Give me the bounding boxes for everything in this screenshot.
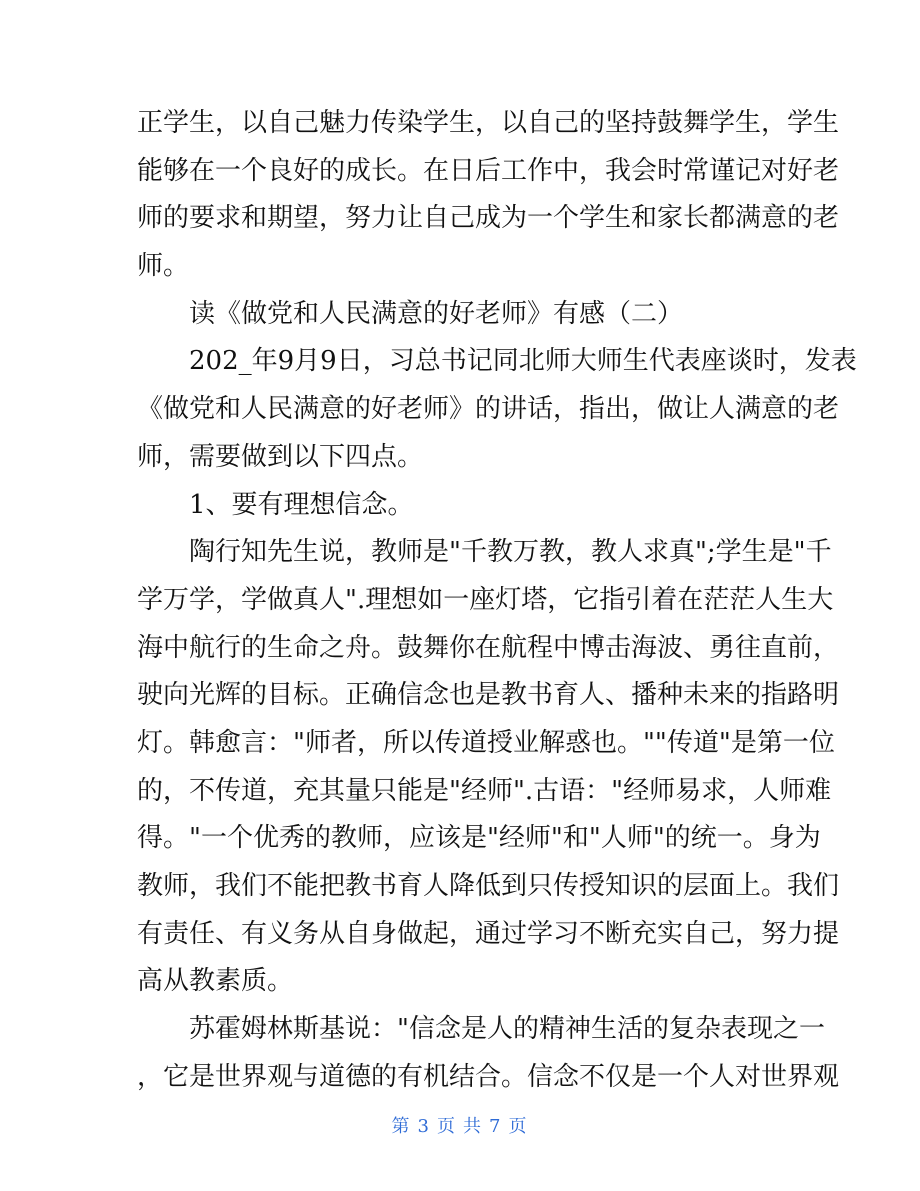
footer-suffix: 页 bbox=[508, 1116, 529, 1137]
footer-total-prefix: 共 bbox=[463, 1116, 483, 1137]
text-line: 驶向光辉的目标。正确信念也是教书育人、播种未来的指路明 bbox=[137, 680, 840, 711]
text-line: 正学生，以自己魅力传染学生，以自己的坚持鼓舞学生，学生 bbox=[137, 108, 840, 138]
text-line: 苏霍姆林斯基说："信念是人的精神生活的复杂表现之一 bbox=[189, 1014, 825, 1045]
text-line: 海中航行的生命之舟。鼓舞你在航程中博击海波、勇往直前， bbox=[137, 632, 840, 663]
text-line: 师。 bbox=[137, 251, 190, 282]
text-line: 的，不传道，充其量只能是"经师".古语："经师易求，人师难 bbox=[137, 775, 832, 806]
body-text bbox=[137, 100, 857, 1101]
text-line: ，它是世界观与道德的有机结合。信念不仅是一个人对世界观 bbox=[137, 1061, 840, 1092]
page-footer bbox=[0, 1112, 920, 1138]
text-line: 教师，我们不能把教书育人降低到只传授知识的层面上。我们 bbox=[137, 871, 840, 901]
text-line: 读《做党和人民满意的好老师》有感（二） bbox=[189, 298, 684, 329]
text-line: 学万学，学做真人".理想如一座灯塔，它指引着在茫茫人生大 bbox=[137, 584, 834, 615]
text-line: 师，需要做到以下四点。 bbox=[137, 441, 424, 472]
footer-total-pages: 7 bbox=[489, 1116, 503, 1137]
text-line: 能够在一个良好的成长。在日后工作中，我会时常谨记对好老 bbox=[137, 155, 840, 186]
footer-prefix: 第 bbox=[391, 1116, 412, 1137]
text-line: 《做党和人民满意的好老师》的讲话，指出，做让人满意的老 bbox=[137, 394, 840, 425]
footer-page-word: 页 bbox=[437, 1116, 457, 1137]
text-line: 有责任、有义务从自身做起，通过学习不断充实自己，努力提 bbox=[137, 918, 840, 949]
text-line: 202_年9月9日，习总书记同北师大师生代表座谈时，发表 bbox=[189, 346, 857, 377]
text-line: 得。"一个优秀的教师，应该是"经师"和"人师"的统一。身为 bbox=[137, 823, 821, 854]
text-line: 高从教素质。 bbox=[137, 966, 294, 997]
footer-current-page: 3 bbox=[417, 1116, 431, 1137]
text-line: 1、要有理想信念。 bbox=[189, 489, 414, 520]
text-line: 陶行知先生说，教师是"千教万教，教人求真";学生是"千 bbox=[189, 537, 832, 568]
text-line: 灯。韩愈言："师者，所以传道授业解惑也。""传道"是第一位 bbox=[137, 727, 835, 758]
text-line: 师的要求和期望，努力让自己成为一个学生和家长都满意的老 bbox=[137, 203, 840, 234]
